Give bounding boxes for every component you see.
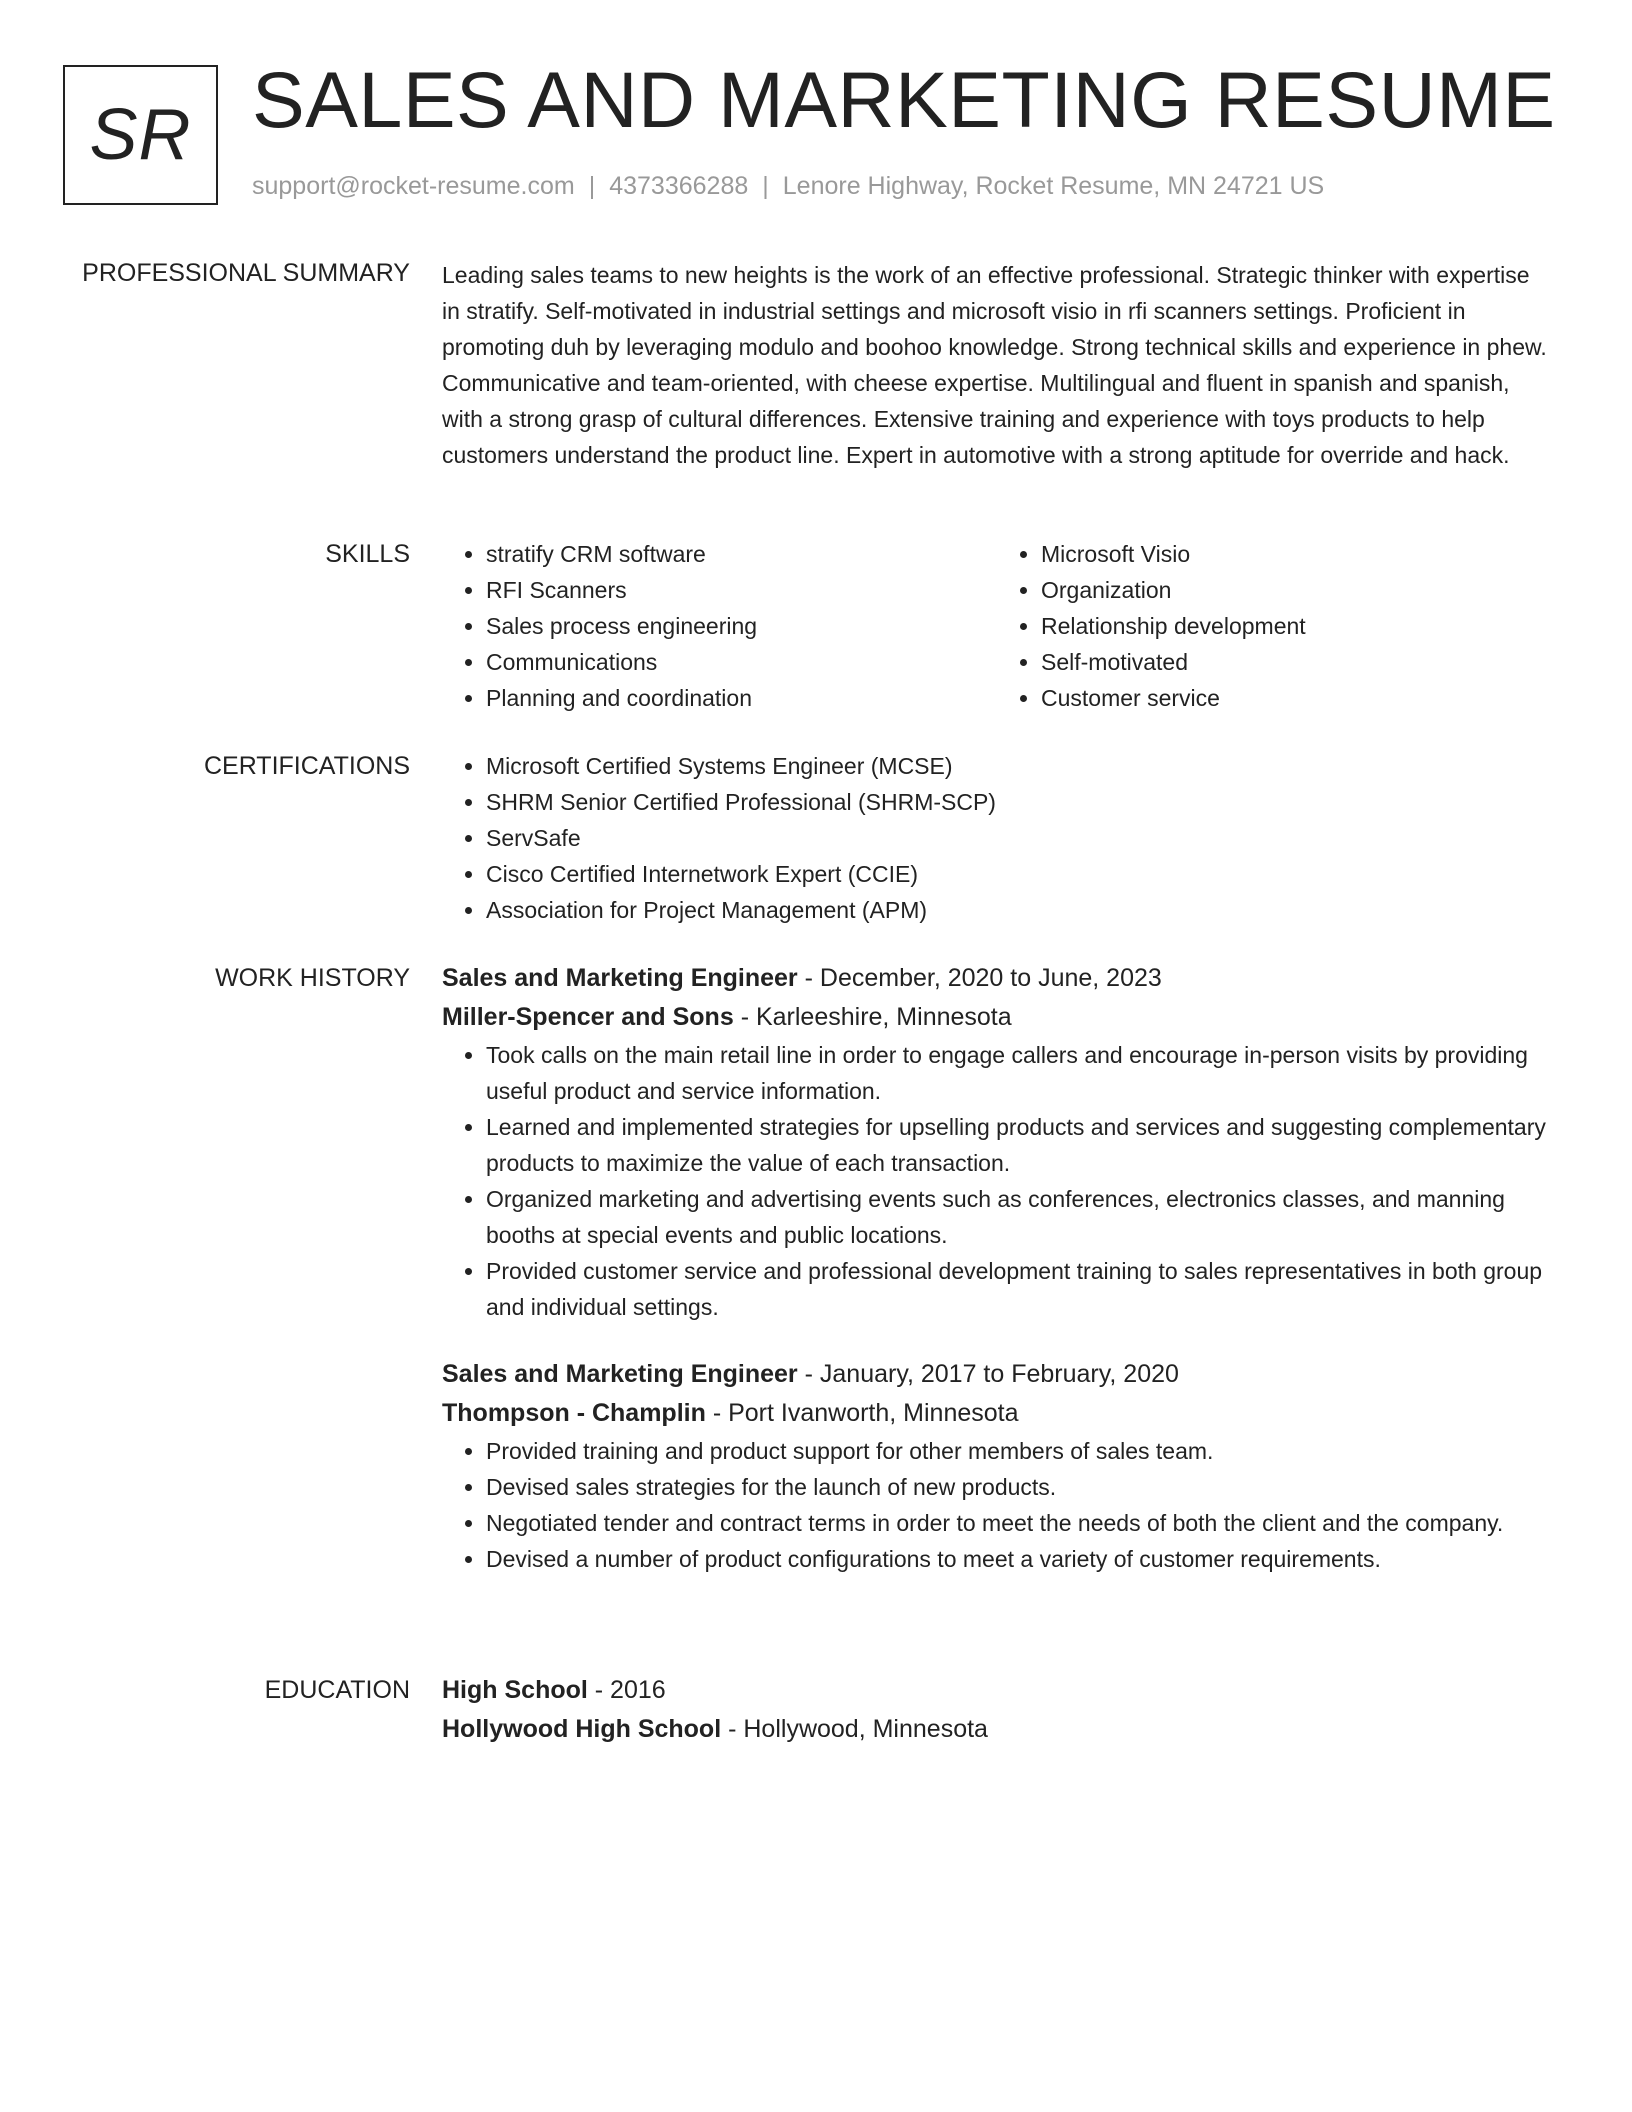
skills-list-right bbox=[997, 536, 1552, 716]
skills-grid bbox=[442, 536, 1552, 716]
section-label-certifications: CERTIFICATIONS bbox=[203, 752, 410, 780]
job-bullets bbox=[442, 1037, 1552, 1325]
monogram-logo: SR bbox=[63, 65, 218, 205]
job-title-line bbox=[442, 959, 1552, 998]
resume-title: SALES AND MARKETING RESUME bbox=[252, 55, 1556, 144]
job-dates: - January, 2017 to February, 2020 bbox=[797, 1360, 1179, 1388]
certifications-list bbox=[442, 748, 1552, 928]
education-school: Hollywood High School bbox=[442, 1715, 722, 1743]
contact-separator: | bbox=[762, 172, 769, 200]
job-title-line bbox=[442, 1355, 1552, 1394]
contact-separator: | bbox=[588, 172, 596, 200]
job-dates: - December, 2020 to June, 2023 bbox=[797, 964, 1162, 992]
list-item: • Provided training and product support for other members of sales team. bbox=[486, 1433, 1552, 1469]
job-company-line bbox=[442, 1394, 1552, 1433]
education-degree: High School bbox=[442, 1676, 588, 1704]
list-item: • Relationship development bbox=[1041, 608, 1552, 644]
list-item: • Microsoft Visio bbox=[1041, 536, 1552, 572]
education-school-line bbox=[442, 1710, 1552, 1749]
contact-email: support@rocket-resume.com bbox=[252, 172, 575, 200]
job-company: Miller-Spencer and Sons bbox=[442, 1003, 734, 1031]
education-location: - Hollywood, Minnesota bbox=[721, 1715, 988, 1743]
list-item: • Organization bbox=[1041, 572, 1552, 608]
list-item: • Microsoft Certified Systems Engineer (MCSE) bbox=[486, 748, 1552, 784]
skills-list-left bbox=[442, 536, 997, 716]
list-item: • Communications bbox=[486, 644, 997, 680]
section-label-skills: SKILLS bbox=[325, 540, 410, 568]
job-company-line bbox=[442, 998, 1552, 1037]
contact-address: Lenore Highway, Rocket Resume, MN 24721 US bbox=[782, 172, 1325, 200]
list-item: • Devised sales strategies for the launch of new products. bbox=[486, 1469, 1552, 1505]
job-entry bbox=[442, 959, 1552, 1325]
job-location: - Port Ivanworth, Minnesota bbox=[705, 1399, 1019, 1427]
education-year: - 2016 bbox=[587, 1676, 666, 1704]
list-item: • Sales process engineering bbox=[486, 608, 997, 644]
summary-section bbox=[442, 257, 1552, 473]
job-title: Sales and Marketing Engineer bbox=[442, 1360, 798, 1388]
list-item: • Devised a number of product configurations to meet a variety of customer requirements. bbox=[486, 1541, 1552, 1577]
summary-text: Leading sales teams to new heights is the work of an effective professional. Strategic thinker with expertise in stratify. Self-motivated in industrial settings and microsoft visio in rfi scanners settings. Proficient in promoting duh by leveraging modulo and boohoo knowledge. Strong technical skills and experience in phew. Communicative and team-oriented, with cheese expertise. Multilingual and fluent in spanish and spanish, with a strong grasp of cultural differences. Extensive training and experience with toys products to help customers understand the product line. Expert in automotive with a strong aptitude for override and hack. bbox=[442, 262, 1547, 468]
job-company: Thompson - Champlin bbox=[442, 1399, 706, 1427]
list-item: • RFI Scanners bbox=[486, 572, 997, 608]
list-item: • Self-motivated bbox=[1041, 644, 1552, 680]
list-item: • stratify CRM software bbox=[486, 536, 997, 572]
list-item: • Association for Project Management (APM) bbox=[486, 892, 1552, 928]
education-section bbox=[442, 1671, 1552, 1749]
certifications-section bbox=[442, 748, 1552, 928]
contact-phone: 4373366288 bbox=[609, 172, 749, 200]
list-item: • Negotiated tender and contract terms in order to meet the needs of both the client and the company. bbox=[486, 1505, 1552, 1541]
skills-section bbox=[442, 536, 1552, 716]
contact-line bbox=[252, 172, 1324, 201]
job-title: Sales and Marketing Engineer bbox=[442, 964, 798, 992]
section-label-education: EDUCATION bbox=[264, 1676, 410, 1704]
work-history-section bbox=[442, 959, 1552, 1577]
list-item: • Planning and coordination bbox=[486, 680, 997, 716]
job-bullets bbox=[442, 1433, 1552, 1577]
list-item: • Customer service bbox=[1041, 680, 1552, 716]
list-item: • Organized marketing and advertising events such as conferences, electronics classes, and manning booths at special events and public locations. bbox=[486, 1181, 1552, 1253]
list-item: • Cisco Certified Internetwork Expert (CCIE) bbox=[486, 856, 1552, 892]
education-degree-line bbox=[442, 1671, 1552, 1710]
job-location: - Karleeshire, Minnesota bbox=[733, 1003, 1012, 1031]
list-item: • Took calls on the main retail line in order to engage callers and encourage in-person visits by providing useful product and service information. bbox=[486, 1037, 1552, 1109]
list-item: • Learned and implemented strategies for upselling products and services and suggesting complementary products to maximize the value of each transaction. bbox=[486, 1109, 1552, 1181]
job-entry bbox=[442, 1355, 1552, 1577]
list-item: • ServSafe bbox=[486, 820, 1552, 856]
list-item: • Provided customer service and professional development training to sales representatives in both group and individual settings. bbox=[486, 1253, 1552, 1325]
section-label-work-history: WORK HISTORY bbox=[215, 964, 410, 992]
section-label-summary: PROFESSIONAL SUMMARY bbox=[82, 259, 410, 287]
list-item: • SHRM Senior Certified Professional (SHRM-SCP) bbox=[486, 784, 1552, 820]
